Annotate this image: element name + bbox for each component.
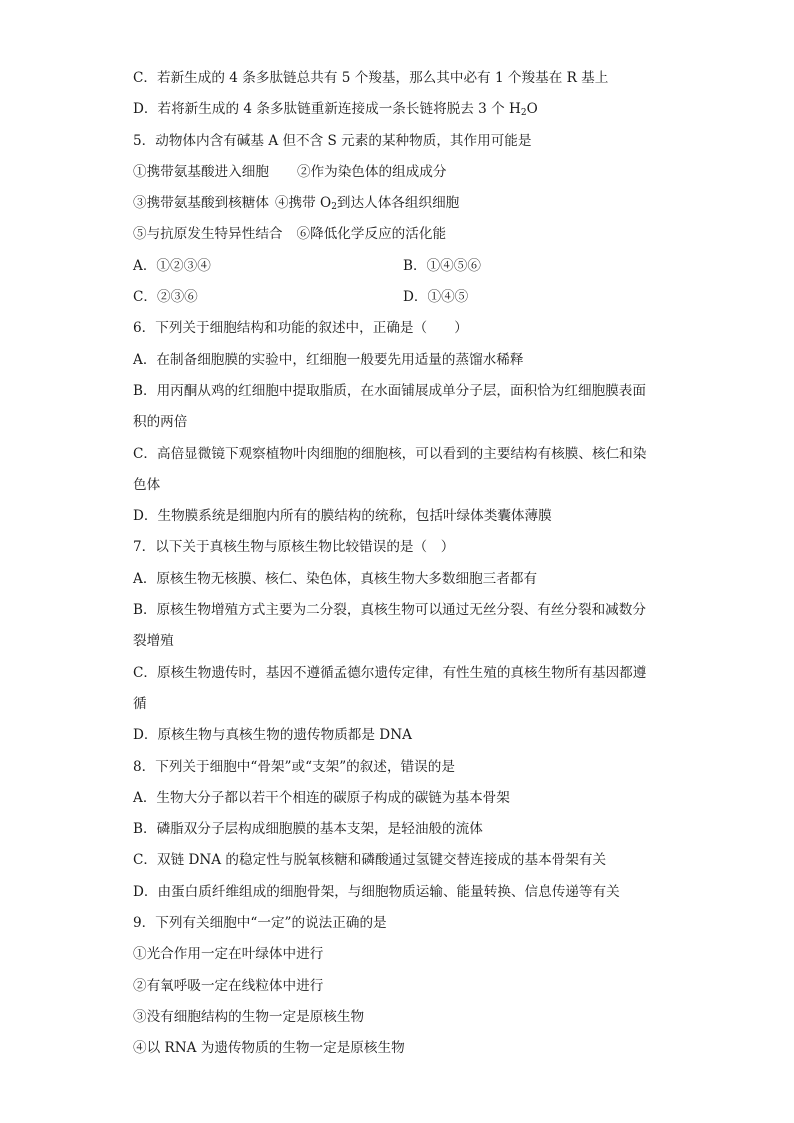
q7-option-b-line-2: 裂增殖 (133, 633, 174, 650)
q7-option-c-line-2: 循 (133, 695, 147, 712)
q4-option-d-subscript: 2 (520, 108, 527, 119)
q5-item-4-subscript: 2 (331, 202, 337, 213)
q5-option-a: A．①②③④ (133, 257, 211, 274)
q5-item-6: ⑥降低化学反应的活化能 (296, 226, 447, 243)
q6-option-c-line-2: 色体 (133, 476, 161, 493)
q9-item-2: ②有氧呼吸一定在线粒体中进行 (133, 977, 324, 994)
q4-option-d (133, 94, 673, 125)
q5-options-row-2 (133, 282, 673, 313)
q5-item-3: ③携带氨基酸到核糖体 (133, 195, 269, 212)
q5-option-d: D．①④⑤ (403, 289, 469, 306)
q9-item-3: ③没有细胞结构的生物一定是原核生物 (133, 1008, 365, 1025)
q8-option-d: D．由蛋白质纤维组成的细胞骨架，与细胞物质运输、能量转换、信息传递等有关 (133, 883, 620, 900)
q5-option-b: B．①④⑤⑥ (403, 257, 481, 274)
q5-item-4 (275, 195, 459, 211)
q8-stem: 8．下列关于细胞中“骨架”或“支架”的叙述，错误的是 (133, 758, 455, 775)
q8-option-a: A．生物大分子都以若干个相连的碳原子构成的碳链为基本骨架 (133, 789, 510, 806)
q7-option-b-line-1: B．原核生物增殖方式主要为二分裂，真核生物可以通过无丝分裂、有丝分裂和减数分 (133, 602, 646, 619)
page-content (133, 63, 673, 1065)
q7-option-c-line-1: C．原核生物遗传时，基因不遵循孟德尔遗传定律，有性生殖的真核生物所有基因都遵 (133, 664, 647, 681)
q6-option-b-line-2: 积的两倍 (133, 414, 188, 431)
q4-option-d-tail: O (526, 101, 538, 118)
q5-items-row-2 (133, 188, 673, 219)
q7-option-a: A．原核生物无核膜、核仁、染色体，真核生物大多数细胞三者都有 (133, 570, 538, 587)
q5-option-c: C．②③⑥ (133, 289, 198, 306)
q7-option-d: D．原核生物与真核生物的遗传物质都是 DNA (133, 727, 412, 744)
q5-items-row-1 (133, 157, 673, 188)
q7-stem: 7．以下关于真核生物与原核生物比较错误的是（ ） (133, 539, 455, 556)
q6-option-c-line-1: C．高倍显微镜下观察植物叶肉细胞的细胞核，可以看到的主要结构有核膜、核仁和染 (133, 445, 647, 462)
q6-option-a: A．在制备细胞膜的实验中，红细胞一般要先用适量的蒸馏水稀释 (133, 351, 524, 368)
q9-stem: 9．下列有关细胞中“一定”的说法正确的是 (133, 915, 387, 932)
q5-options-row-1 (133, 251, 673, 282)
q5-item-2: ②作为染色体的组成成分 (296, 163, 447, 180)
q5-item-1: ①携带氨基酸进入细胞 (133, 163, 269, 180)
q6-stem: 6．下列关于细胞结构和功能的叙述中，正确是（ ） (133, 320, 468, 337)
q6-option-d: D．生物膜系统是细胞内所有的膜结构的统称，包括叶绿体类囊体薄膜 (133, 508, 552, 525)
q4-option-d-text: D．若将新生成的 4 条多肽链重新连接成一条长链将脱去 3 个 H (133, 101, 521, 118)
q5-item-4-tail: 到达人体各组织细胞 (336, 195, 460, 212)
q5-item-5: ⑤与抗原发生特异性结合 (133, 226, 283, 243)
q5-items-row-3 (133, 219, 673, 250)
q9-item-1: ①光合作用一定在叶绿体中进行 (133, 946, 324, 963)
q9-item-4: ④以 RNA 为遗传物质的生物一定是原核生物 (133, 1040, 405, 1057)
q5-item-4-text: ④携带 O (274, 195, 332, 212)
q5-stem: 5．动物体内含有碱基 A 但不含 S 元素的某种物质，其作用可能是 (133, 132, 532, 149)
q6-option-b-line-1: B．用丙酮从鸡的红细胞中提取脂质，在水面铺展成单分子层，面积恰为红细胞膜表面 (133, 382, 646, 399)
q8-option-c: C．双链 DNA 的稳定性与脱氧核糖和磷酸通过氢键交替连接成的基本骨架有关 (133, 852, 607, 869)
q8-option-b: B．磷脂双分子层构成细胞膜的基本支架，是轻油般的流体 (133, 821, 483, 838)
q4-option-c: C．若新生成的 4 条多肽链总共有 5 个羧基，那么其中必有 1 个羧基在 R 基上 (133, 70, 609, 86)
